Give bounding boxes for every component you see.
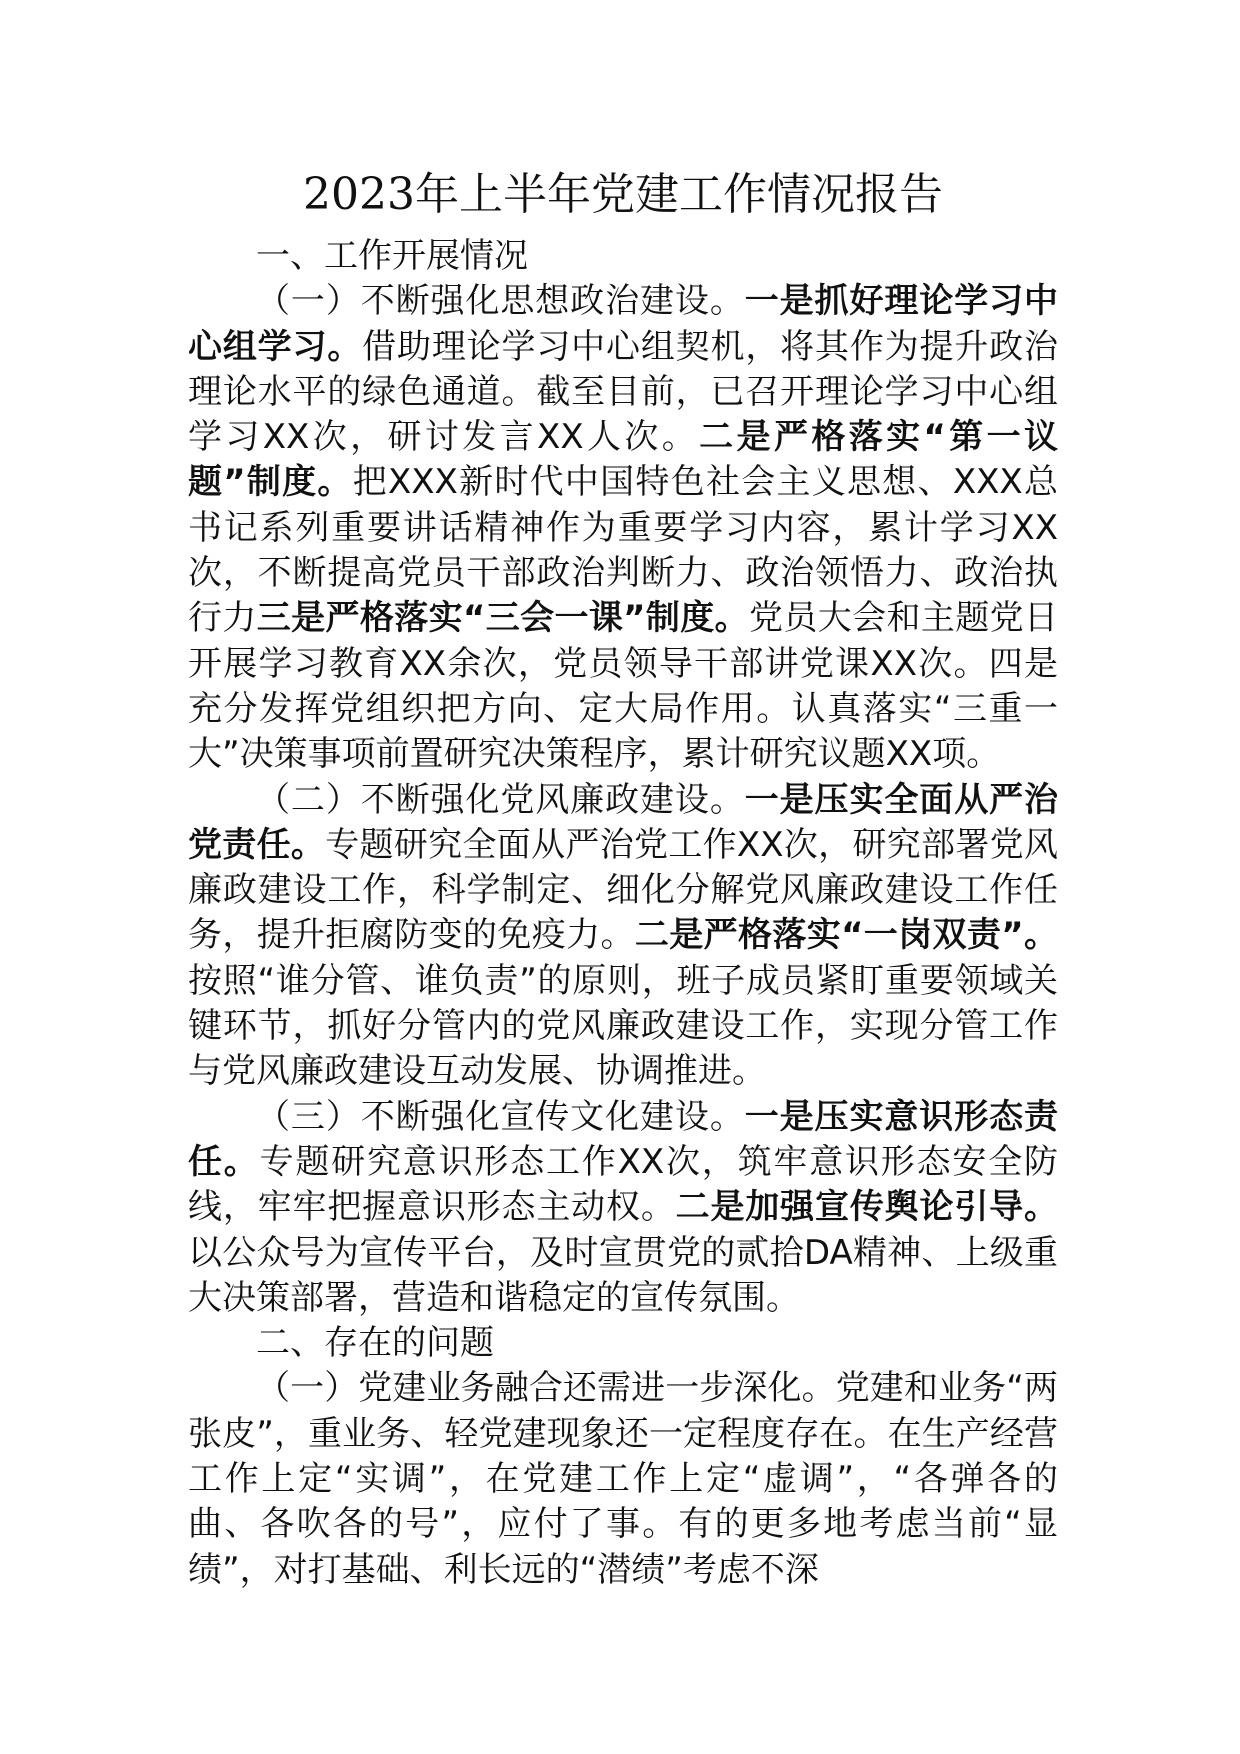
text-run: 二、存在的问题 xyxy=(256,1323,494,1364)
text-run: （一）不断强化思想政治建设。 xyxy=(256,281,745,322)
bold-text-run: 二是加强宣传舆论引导。 xyxy=(675,1187,1059,1228)
text-run: 按照“谁分管、谁负责”的原则，班子成员紧盯重要领域关键环节，抓好分管内的党风廉政建设工作，实现分管工作与党风廉政建设互动发展、协调推进。 xyxy=(188,960,1058,1092)
bold-text-run: 二是严格落实“第一议题”制度。 xyxy=(188,417,1058,503)
text-run: 专题研究全面从严治党工作XX次，研究部署党风廉政建设工作，科学制定、细化分解党风廉政建设工作任务，提升拒腐防变的免疫力。 xyxy=(188,824,1058,956)
bold-text-run: 二是严格落实“一岗双责”。 xyxy=(634,915,1058,956)
paragraph xyxy=(188,1321,1058,1366)
document-body xyxy=(188,234,1058,1593)
text-run: （二）不断强化党风廉政建设。 xyxy=(256,779,745,820)
paragraph xyxy=(188,234,1058,279)
bold-text-run: 三是严格落实“三会一课”制度。 xyxy=(256,598,750,639)
bold-text-run: 一是压实意识形态责任。 xyxy=(188,1096,1059,1182)
paragraph xyxy=(188,279,1058,777)
document-title: 2023年上半年党建工作情况报告 xyxy=(303,169,943,220)
document-page xyxy=(188,0,1058,1754)
text-run: 专题研究意识形态工作XX次，筑牢意识形态安全防线，牢牢把握意识形态主动权。 xyxy=(188,1141,1058,1228)
paragraph xyxy=(188,1095,1058,1321)
text-run: 以公众号为宣传平台，及时宣贯党的贰拾DA精神、上级重大决策部署，营造和谐稳定的宣传氛围。 xyxy=(188,1232,1058,1318)
bold-text-run: 一是压实全面从严治党责任。 xyxy=(188,779,1059,865)
text-run: 党员大会和主题党日开展学习教育XX余次，党员领导干部讲党课XX次。四是充分发挥党组织把方向、定大局作用。认真落实“三重一大”决策事项前置研究决策程序，累计研究议题XX项。 xyxy=(188,598,1059,775)
text-run: 一、工作开展情况 xyxy=(256,236,528,276)
text-run: （一）党建业务融合还需进一步深化。党建和业务“两张皮”，重业务、轻党建现象还一定程度存在。在生产经营工作上定“实调”，在党建工作上定“虚调”，“各弹各的曲、各吹各的号”，应付了事。有的更多地考虑当前“显绩”，对打基础、利长远的“潜绩”考虑不深 xyxy=(188,1368,1058,1590)
text-run: 把XXX新时代中国特色社会主义思想、XXX总书记系列重要讲话精神作为重要学习内容，累计学习XX次，不断提高党员干部政治判断力、政治领悟力、政治执行力 xyxy=(188,462,1058,639)
paragraph xyxy=(188,778,1058,1095)
text-run: （三）不断强化宣传文化建设。 xyxy=(256,1096,745,1137)
bold-text-run: 一是抓好理论学习中心组学习。 xyxy=(188,281,1059,367)
text-run: 借助理论学习中心组契机，将其作为提升政治理论水平的绿色通道。截至目前，已召开理论学习中心组学习XX次，研讨发言XX人次。 xyxy=(188,326,1059,458)
paragraph xyxy=(188,1366,1058,1592)
